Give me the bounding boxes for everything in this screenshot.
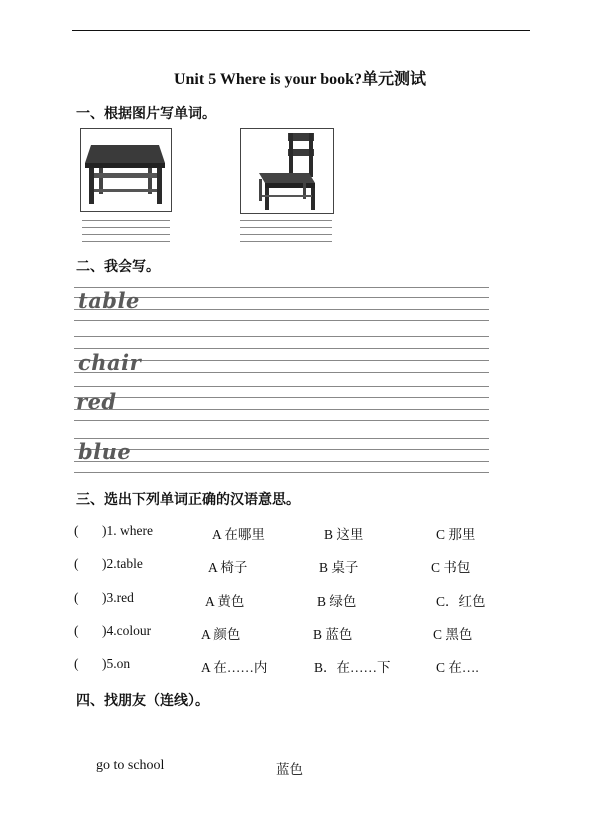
section-4-heading: 四、找朋友（连线）。 bbox=[76, 693, 209, 709]
option-c: C．红色 bbox=[436, 594, 486, 609]
answer-line bbox=[240, 241, 332, 242]
option-c: C 那里 bbox=[436, 527, 476, 542]
question-word: )4.colour bbox=[102, 623, 152, 638]
question-word: )2.table bbox=[102, 556, 143, 571]
answer-blank[interactable]: ( bbox=[74, 623, 79, 638]
handwriting-word: blue bbox=[78, 439, 132, 464]
match-item-left[interactable]: go to school bbox=[96, 758, 165, 773]
option-a: A 椅子 bbox=[208, 560, 248, 575]
option-a: A 在哪里 bbox=[212, 527, 265, 542]
handwriting-word: table bbox=[78, 288, 140, 313]
answer-line bbox=[240, 234, 332, 235]
answer-blank[interactable]: ( bbox=[74, 556, 79, 571]
top-rule bbox=[72, 30, 530, 31]
chair-icon bbox=[241, 129, 333, 213]
page-title: Unit 5 Where is your book?单元测试 bbox=[173, 71, 427, 88]
option-b: B 绿色 bbox=[317, 594, 357, 609]
section-3-heading: 三、选出下列单词正确的汉语意思。 bbox=[76, 492, 300, 508]
answer-line bbox=[240, 227, 332, 228]
option-c: C 在…. bbox=[436, 660, 479, 675]
chair-picture bbox=[240, 128, 334, 214]
option-c: C 黑色 bbox=[433, 627, 473, 642]
section-2-heading: 二、我会写。 bbox=[76, 259, 160, 275]
question-word: )1. where bbox=[102, 523, 153, 538]
answer-line bbox=[82, 234, 170, 235]
option-c: C 书包 bbox=[431, 560, 471, 575]
option-b: B 桌子 bbox=[319, 560, 359, 575]
answer-blank[interactable]: ( bbox=[74, 523, 79, 538]
option-b: B．在……下 bbox=[314, 660, 391, 675]
option-a: A 黄色 bbox=[205, 594, 245, 609]
answer-line bbox=[82, 227, 170, 228]
answer-blank[interactable]: ( bbox=[74, 590, 79, 605]
question-word: )5.on bbox=[102, 656, 131, 671]
answer-blank[interactable]: ( bbox=[74, 656, 79, 671]
handwriting-word: chair bbox=[78, 350, 142, 375]
table-picture bbox=[80, 128, 172, 212]
table-icon bbox=[81, 129, 171, 211]
option-a: A 颜色 bbox=[201, 627, 241, 642]
handwriting-word: red bbox=[76, 389, 117, 414]
answer-line bbox=[82, 241, 170, 242]
answer-line bbox=[240, 220, 332, 221]
question-word: )3.red bbox=[102, 590, 134, 605]
option-b: B 蓝色 bbox=[313, 627, 353, 642]
answer-line bbox=[82, 220, 170, 221]
option-a: A 在……内 bbox=[201, 660, 268, 675]
section-1-heading: 一、根据图片写单词。 bbox=[76, 106, 216, 122]
option-b: B 这里 bbox=[324, 527, 364, 542]
match-item-right[interactable]: 蓝色 bbox=[276, 762, 303, 778]
